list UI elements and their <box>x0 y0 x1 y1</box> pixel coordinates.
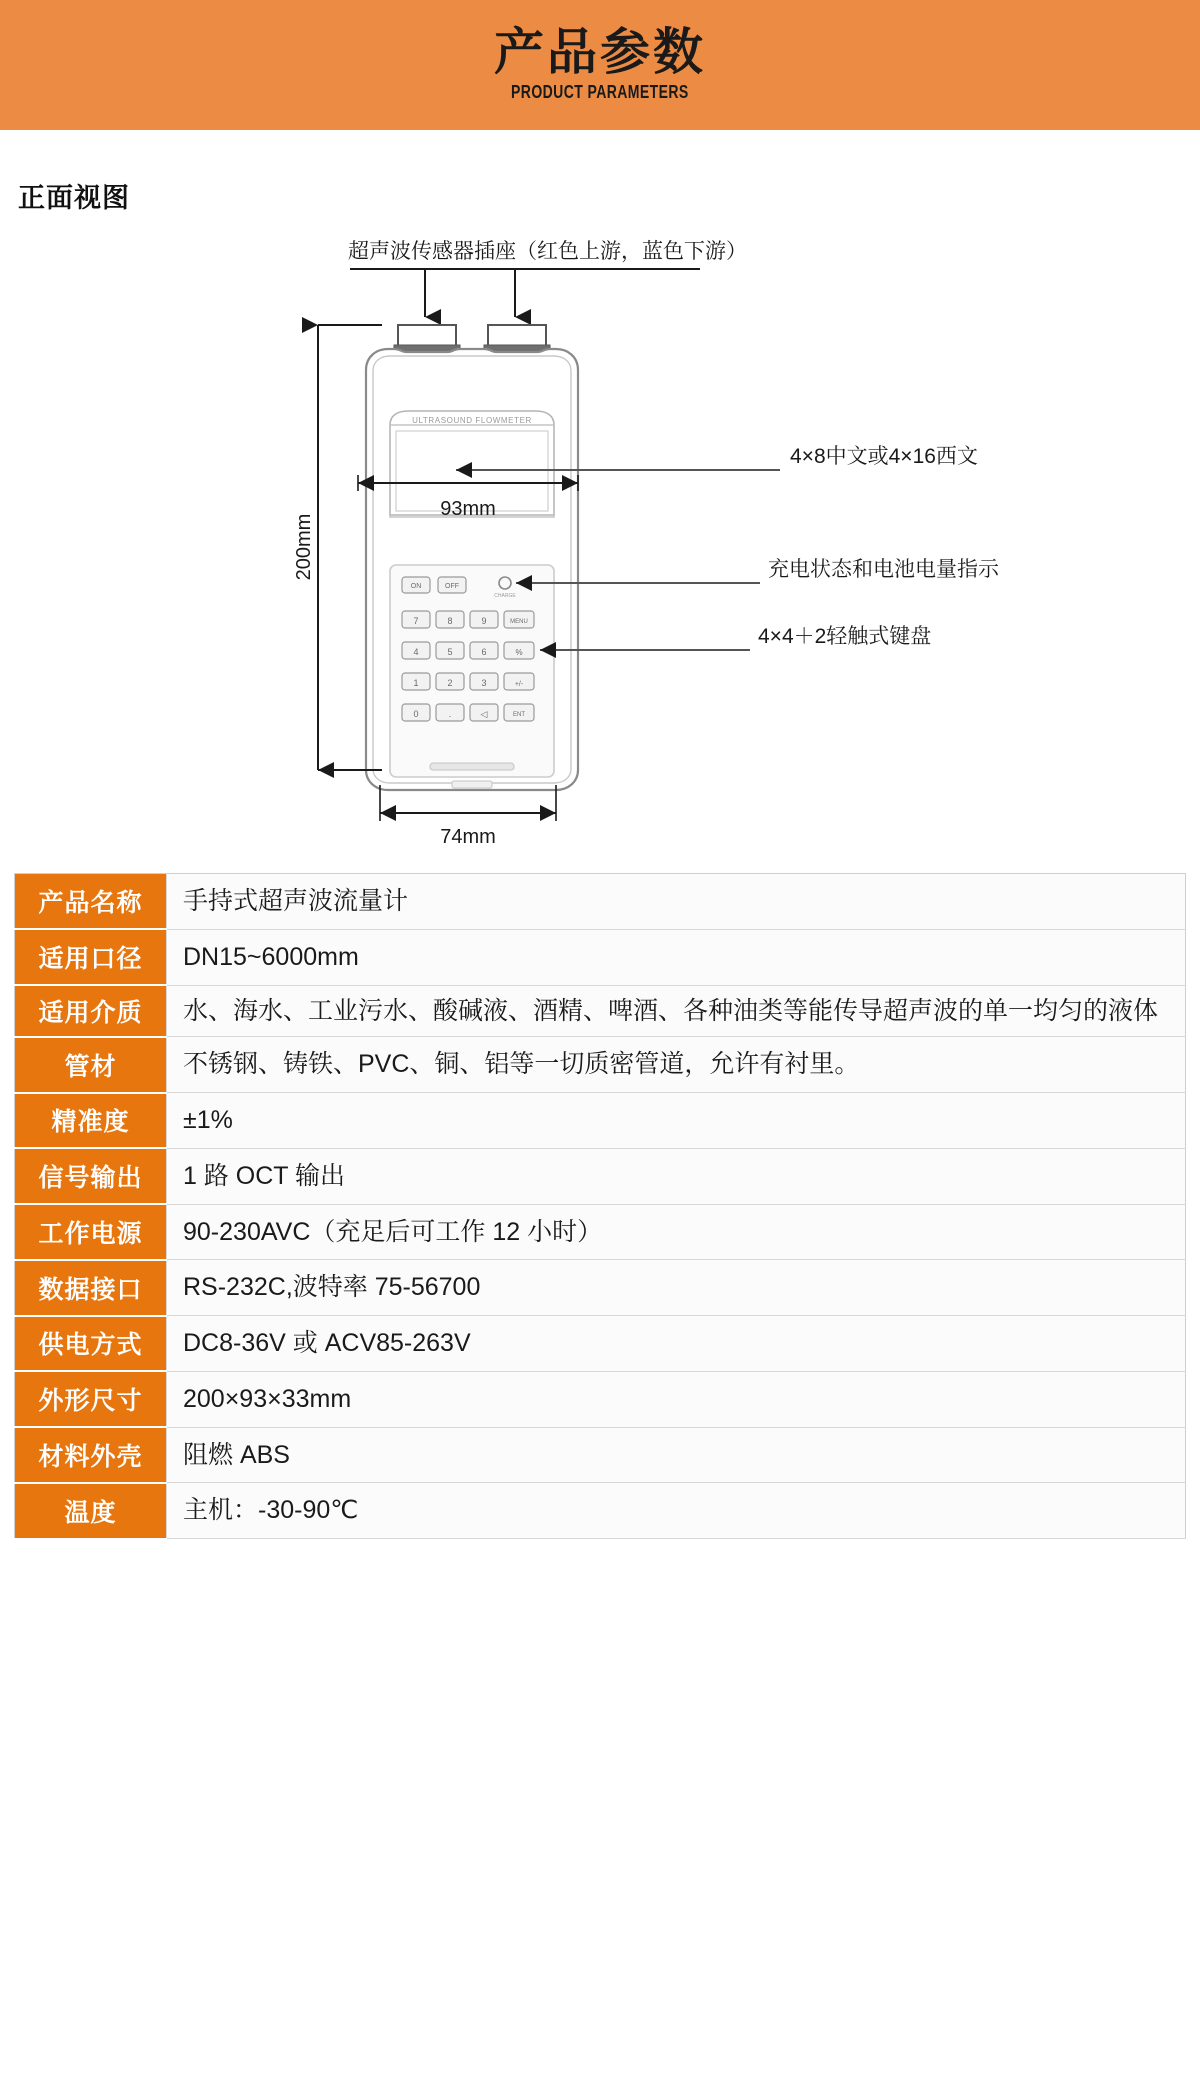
spec-label-cell: 适用介质 <box>15 985 167 1037</box>
spec-row <box>15 1204 1186 1260</box>
svg-text:◁: ◁ <box>480 709 488 719</box>
spec-value-cell: 1 路 OCT 输出 <box>167 1148 1186 1204</box>
dimension-screen-width-label: 93mm <box>440 498 496 520</box>
svg-text:8: 8 <box>447 616 453 626</box>
spec-value-cell: RS-232C,波特率 75-56700 <box>167 1260 1186 1316</box>
svg-text:4: 4 <box>413 647 419 657</box>
page-header-banner <box>0 0 1200 130</box>
spec-value-cell: DN15~6000mm <box>167 929 1186 985</box>
spec-label-cell: 工作电源 <box>15 1204 167 1260</box>
product-spec-table <box>14 873 1186 1540</box>
svg-text:1: 1 <box>413 678 419 688</box>
callout-keypad-label: 4×4＋2轻触式键盘 <box>758 625 932 648</box>
svg-text:9: 9 <box>481 616 487 626</box>
svg-text:ON: ON <box>410 583 422 590</box>
spec-row <box>15 929 1186 985</box>
spec-table-body <box>15 874 1186 1539</box>
svg-text:6: 6 <box>481 647 487 657</box>
front-view-heading: 正面视图 <box>18 183 130 213</box>
spec-value-cell: 主机：-30-90℃ <box>167 1483 1186 1539</box>
callout-charge-label: 充电状态和电池电量指示 <box>768 558 999 581</box>
svg-text:5: 5 <box>447 647 453 657</box>
spec-row <box>15 985 1186 1037</box>
spec-row <box>15 1371 1186 1427</box>
front-view-diagram <box>0 225 1200 855</box>
svg-text:+/-: +/- <box>514 681 524 688</box>
spec-label-cell: 产品名称 <box>15 874 167 930</box>
spec-label-cell: 材料外壳 <box>15 1427 167 1483</box>
svg-text:CHARGE: CHARGE <box>494 593 516 599</box>
spec-label-cell: 信号输出 <box>15 1148 167 1204</box>
spec-label-cell: 外形尺寸 <box>15 1371 167 1427</box>
spec-value-cell: 水、海水、工业污水、酸碱液、酒精、啤酒、各种油类等能传导超声波的单一均匀的液体 <box>167 985 1186 1037</box>
spec-label-cell: 精准度 <box>15 1093 167 1149</box>
spec-value-cell: 200×93×33mm <box>167 1371 1186 1427</box>
svg-text:2: 2 <box>447 678 453 688</box>
svg-text:3: 3 <box>481 678 487 688</box>
spec-row <box>15 1427 1186 1483</box>
spec-label-cell: 数据接口 <box>15 1260 167 1316</box>
banner-title-en: PRODUCT PARAMETERS <box>511 82 689 102</box>
spec-row <box>15 1148 1186 1204</box>
svg-text:.: . <box>448 709 452 719</box>
callout-display-label: 4×8中文或4×16西文 <box>790 445 978 468</box>
svg-text:ENT: ENT <box>513 712 525 718</box>
spec-row <box>15 1037 1186 1093</box>
spec-row <box>15 1483 1186 1539</box>
spec-label-cell: 温度 <box>15 1483 167 1539</box>
spec-row <box>15 1316 1186 1372</box>
svg-text:7: 7 <box>413 616 419 626</box>
spec-value-cell: 不锈钢、铸铁、PVC、铜、铝等一切质密管道，允许有衬里。 <box>167 1037 1186 1093</box>
svg-text:%: % <box>515 648 523 657</box>
sensor-socket-label: 超声波传感器插座（红色上游，蓝色下游） <box>348 240 747 263</box>
spec-row <box>15 1260 1186 1316</box>
dimension-body-width-label: 74mm <box>440 826 496 848</box>
spec-label-cell: 供电方式 <box>15 1316 167 1372</box>
device-brand-text: ULTRASOUND FLOWMETER <box>412 416 532 425</box>
spec-value-cell: DC8-36V 或 ACV85-263V <box>167 1316 1186 1372</box>
svg-text:0: 0 <box>413 709 419 719</box>
spec-value-cell: 阻燃 ABS <box>167 1427 1186 1483</box>
svg-text:MENU: MENU <box>510 619 528 625</box>
spec-label-cell: 适用口径 <box>15 929 167 985</box>
spec-value-cell: 手持式超声波流量计 <box>167 874 1186 930</box>
svg-text:OFF: OFF <box>445 583 459 590</box>
spec-row <box>15 1093 1186 1149</box>
spec-row <box>15 874 1186 930</box>
spec-value-cell: 90-230AVC（充足后可工作 12 小时） <box>167 1204 1186 1260</box>
banner-title-cn: 产品参数 <box>494 24 706 80</box>
spec-value-cell: ±1% <box>167 1093 1186 1149</box>
spec-label-cell: 管材 <box>15 1037 167 1093</box>
dimension-height-label: 200mm <box>293 513 315 581</box>
